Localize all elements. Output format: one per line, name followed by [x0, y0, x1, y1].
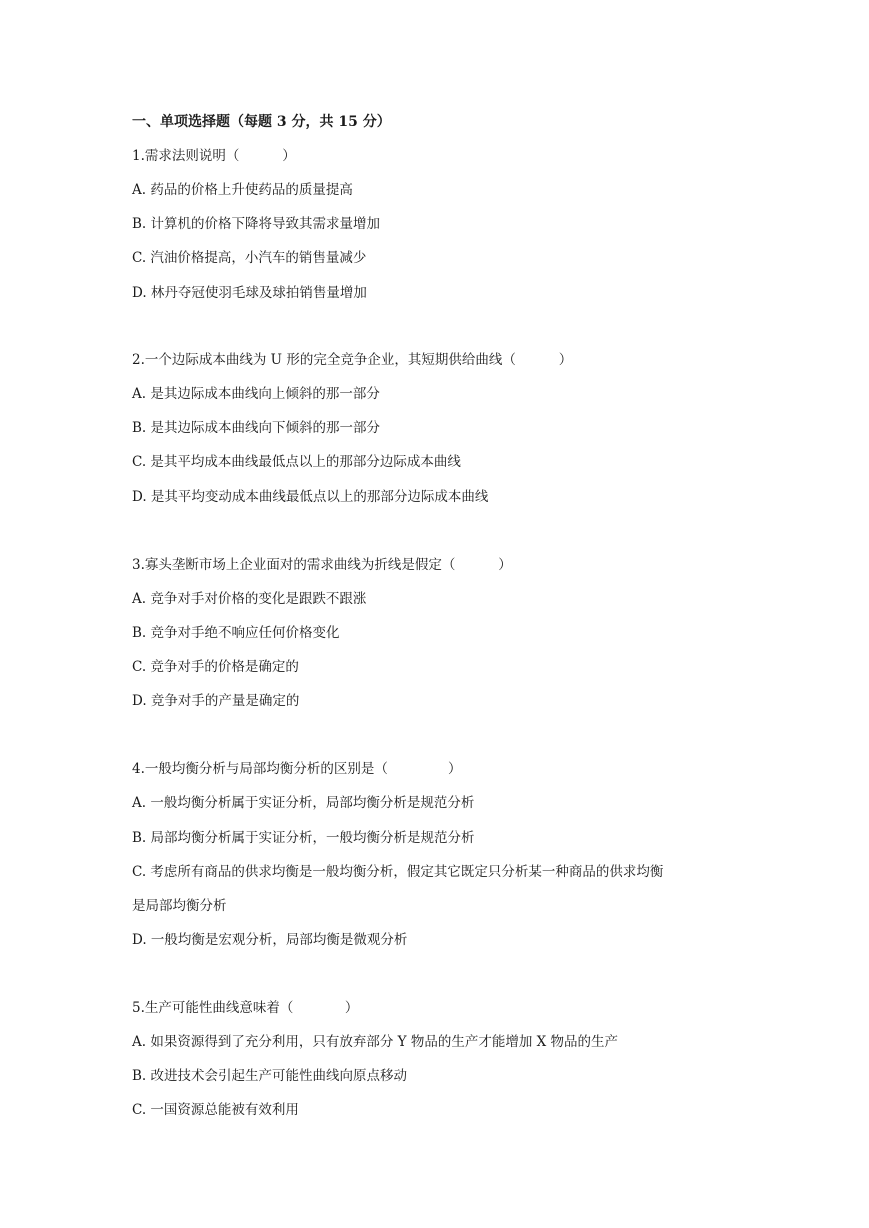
question-5-stem: 5.生产可能性曲线意味着（ ） [132, 1000, 359, 1016]
question-3-option-c: C. 竞争对手的价格是确定的 [132, 659, 299, 675]
question-5-option-b: B. 改进技术会引起生产可能性曲线向原点移动 [132, 1068, 408, 1084]
question-3-option-a: A. 竞争对手对价格的变化是跟跌不跟涨 [132, 591, 367, 607]
question-4-option-d: D. 一般均衡是宏观分析，局部均衡是微观分析 [132, 932, 408, 948]
question-2-option-d: D. 是其平均变动成本曲线最低点以上的那部分边际成本曲线 [132, 489, 489, 505]
question-2-stem: 2.一个边际成本曲线为 U 形的完全竞争企业，其短期供给曲线（ ） [132, 352, 573, 368]
question-1-option-d: D. 林丹夺冠使羽毛球及球拍销售量增加 [132, 285, 367, 301]
question-4-option-c: C. 考虑所有商品的供求均衡是一般均衡分析，假定其它既定只分析某一种商品的供求均衡 [132, 864, 664, 880]
question-4-option-c-continued: 是局部均衡分析 [132, 898, 227, 914]
question-1-stem: 1.需求法则说明（ ） [132, 148, 296, 164]
question-4-stem: 4.一般均衡分析与局部均衡分析的区别是（ ） [132, 761, 462, 777]
question-3-option-d: D. 竞争对手的产量是确定的 [132, 693, 300, 709]
section-title: 一、单项选择题（每题 3 分，共 15 分） [132, 114, 391, 130]
question-1-option-a: A. 药品的价格上升使药品的质量提高 [132, 182, 353, 198]
question-4-option-b: B. 局部均衡分析属于实证分析，一般均衡分析是规范分析 [132, 830, 475, 846]
question-2-option-b: B. 是其边际成本曲线向下倾斜的那一部分 [132, 420, 381, 436]
question-5-option-c: C. 一国资源总能被有效利用 [132, 1102, 299, 1118]
question-3-stem: 3.寡头垄断市场上企业面对的需求曲线为折线是假定（ ） [132, 557, 512, 573]
question-1-option-c: C. 汽油价格提高，小汽车的销售量减少 [132, 250, 367, 266]
question-2-option-c: C. 是其平均成本曲线最低点以上的那部分边际成本曲线 [132, 454, 461, 470]
question-4-option-a: A. 一般均衡分析属于实证分析，局部均衡分析是规范分析 [132, 795, 475, 811]
question-5-option-a: A. 如果资源得到了充分利用，只有放弃部分 Y 物品的生产才能增加 X 物品的生产 [132, 1034, 619, 1050]
question-1-option-b: B. 计算机的价格下降将导致其需求量增加 [132, 216, 381, 232]
question-2-option-a: A. 是其边际成本曲线向上倾斜的那一部分 [132, 386, 380, 402]
question-3-option-b: B. 竞争对手绝不响应任何价格变化 [132, 625, 340, 641]
